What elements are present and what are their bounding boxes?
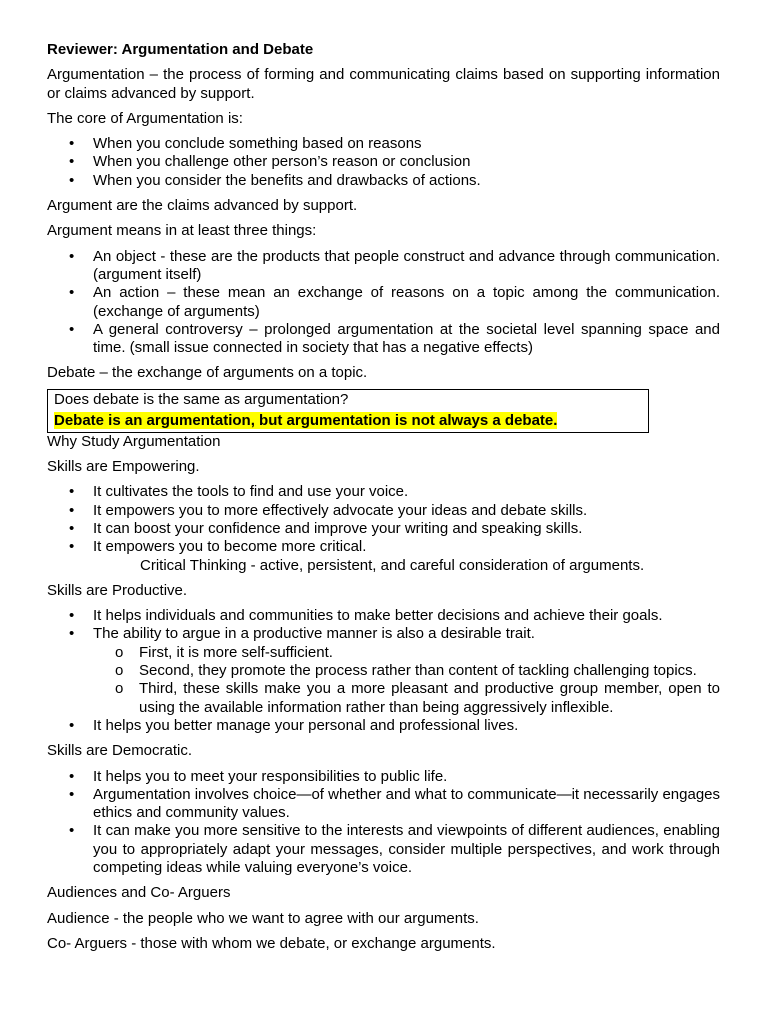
list-item: • When you conclude something based on reasons — [47, 135, 720, 153]
document-body — [47, 41, 720, 960]
list-item: • It can make you more sensitive to the interests and viewpoints of different audiences, enabling you to appropriately adapt your messages, consider multiple perspectives, and work through competing ideas while valuing everyone’s voice. — [47, 822, 720, 877]
document-title: Reviewer: Argumentation and Debate — [47, 41, 314, 58]
core-list — [47, 135, 720, 190]
argumentation-definition: Argumentation – the process of forming and communicating claims based on supporting information or claims advanced by support. — [47, 66, 720, 102]
highlighted-answer: Debate is an argumentation, but argumentation is not always a debate. — [54, 411, 558, 429]
list-item: • It empowers you to become more critical. — [47, 538, 720, 556]
list-item: • It can boost your confidence and improve your writing and speaking skills. — [47, 520, 720, 538]
productive-sublist — [93, 644, 720, 717]
list-item: • A general controversy – prolonged argumentation at the societal level spanning space and time. (small issue connected in society that has a negative effects) — [47, 321, 720, 358]
box-answer — [54, 410, 648, 432]
list-item: • It helps individuals and communities to make better decisions and achieve their goals. — [47, 607, 720, 625]
list-item — [47, 625, 720, 716]
means-heading: Argument means in at least three things: — [47, 222, 317, 240]
list-item: • It cultivates the tools to find and use your voice. — [47, 483, 720, 501]
why-heading: Why Study Argumentation — [47, 432, 221, 450]
productive-heading: Skills are Productive. — [47, 581, 188, 599]
core-heading: The core of Argumentation is: — [47, 109, 243, 127]
list-item: • Argumentation involves choice—of whether and what to communicate—it necessarily engages ethics and community values. — [47, 786, 720, 823]
audiences-heading: Audiences and Co- Arguers — [47, 884, 231, 902]
list-item: • An object - these are the products that people construct and advance through communication. (argument itself) — [47, 248, 720, 285]
debate-definition: Debate – the exchange of arguments on a topic. — [47, 364, 368, 382]
question-box — [47, 389, 649, 433]
list-item: • It empowers you to more effectively advocate your ideas and debate skills. — [47, 502, 720, 520]
critical-thinking-note: Critical Thinking - active, persistent, and careful consideration of arguments. — [140, 556, 645, 574]
democratic-list — [47, 768, 720, 878]
list-item: • An action – these mean an exchange of reasons on a topic among the communication. (exchange of arguments) — [47, 284, 720, 321]
sub-list-item: o Third, these skills make you a more pleasant and productive group member, open to using the available information rather than being aggressively inflexible. — [93, 680, 720, 717]
sub-list-item: o First, it is more self-sufficient. — [93, 644, 720, 662]
productive-list — [47, 607, 720, 735]
argument-definition: Argument are the claims advanced by support. — [47, 197, 358, 215]
empowering-list — [47, 483, 720, 574]
means-list — [47, 248, 720, 358]
box-question: Does debate is the same as argumentation? — [54, 390, 349, 408]
list-item: • When you challenge other person’s reason or conclusion — [47, 153, 720, 171]
coarguers-definition: Co- Arguers - those with whom we debate, or exchange arguments. — [47, 934, 496, 952]
empowering-heading: Skills are Empowering. — [47, 458, 200, 476]
democratic-heading: Skills are Democratic. — [47, 742, 193, 760]
list-item-text: The ability to argue in a productive manner is also a desirable trait. — [93, 625, 535, 643]
list-item: • It helps you to meet your responsibilities to public life. — [47, 768, 720, 786]
audience-definition: Audience - the people who we want to agree with our arguments. — [47, 909, 479, 927]
sub-list-item: o Second, they promote the process rather than content of tackling challenging topics. — [93, 662, 720, 680]
list-item: • It helps you better manage your personal and professional lives. — [47, 717, 720, 735]
list-item: • When you consider the benefits and drawbacks of actions. — [47, 172, 720, 190]
